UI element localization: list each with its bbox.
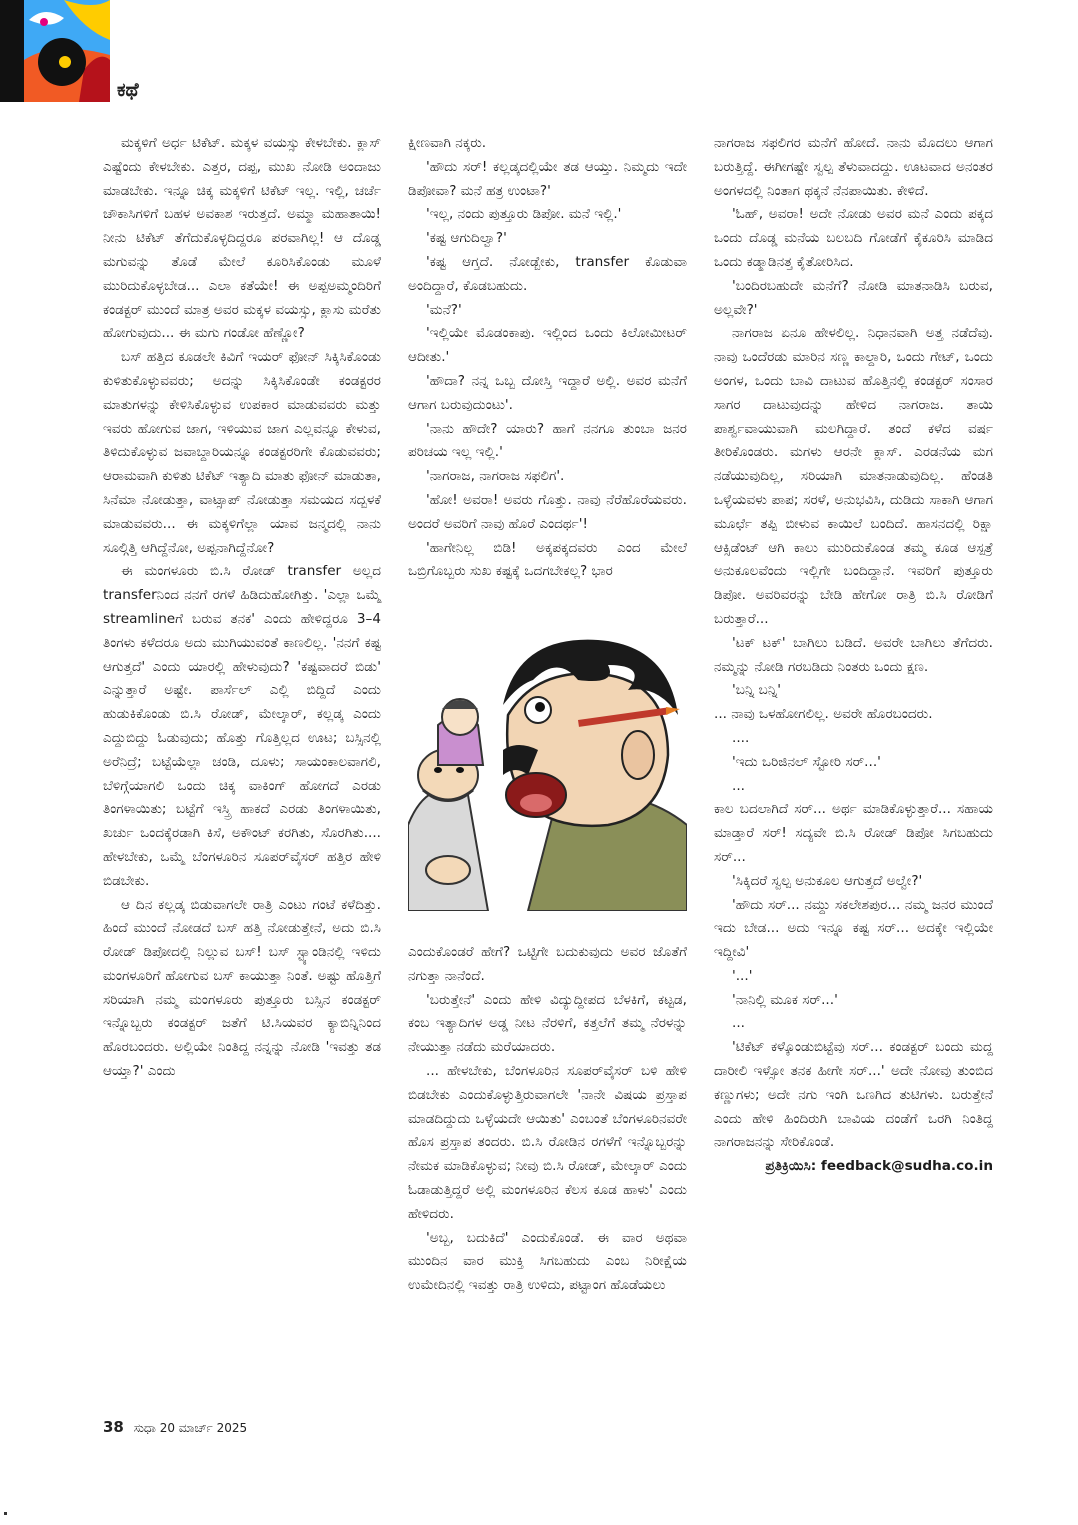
paragraph: 'ಇಲ್ಲ, ನಂದು ಪುತ್ತೂರು ಡಿಪೋ. ಮನೆ ಇಲ್ಲಿ.'	[426, 206, 622, 223]
paragraph: 'ಹೌದು ಸರ್! ಕಲ್ಲಡ್ಕದಲ್ಲಿಯೇ ತಡ ಆಯ್ತು. ನಿಮ್ಮದು ಇದೇ ಡಿಪೋವಾ? ಮನೆ ಹತ್ರ ಉಂಟಾ?'	[408, 158, 687, 199]
story-illustration	[408, 625, 687, 911]
paragraph: 'ಹೋ! ಅವರಾ! ಅವರು ಗೊತ್ತು. ನಾವು ನೆರೆಹೊರೆಯವರು. ಅಂದರೆ ಅವರಿಗೆ ನಾವು ಹೊರೆ ಎಂದರ್ಥ'!	[408, 491, 687, 532]
paragraph: ನಾಗರಾಜ ಏನೂ ಹೇಳಲಿಲ್ಲ. ನಿಧಾನವಾಗಿ ಅತ್ತ ನಡೆದೆವು. ನಾವು ಒಂದೆರಡು ಮಾರಿನ ಸಣ್ಣ ಕಾಲ್ದಾರಿ, ಒಂದು ಗೇಟ್, ಒಂದು ಅಂಗಳ, ಒಂದು ಬಾವಿ ದಾಟುವ ಹೊತ್ತಿನಲ್ಲಿ ಕಂಡಕ್ಟರ್ ಸಂಸಾರ ಸಾಗರ ದಾಟುವುದನ್ನು ಹೇಳಿದ ನಾಗರಾಜ. ತಾಯಿ ಪಾರ್ಶ್ವವಾಯುವಾಗಿ ಮಲಗಿದ್ದಾರೆ. ತಂದೆ ಕಳೆದ ವರ್ಷ ತೀರಿಕೊಂಡರು. ಮಗಳು ಆರನೇ ಕ್ಲಾಸ್. ಎರಡನೆಯ ಮಗ ನಡೆಯುವುದಿಲ್ಲ, ಸರಿಯಾಗಿ ಮಾತನಾಡುವುದಿಲ್ಲ. ಹೆಂಡತಿ ಒಳ್ಳೆಯವಳು ಪಾಪ; ಸರಳೆ, ಅನುಭವಿಸಿ, ದುಡಿದು ಸಾಕಾಗಿ ಆಗಾಗ ಮೂರ್ಛೆ ತಪ್ಪಿ ಬೀಳುವ ಕಾಯಿಲೆ ಬಂದಿದೆ. ಹಾಸನದಲ್ಲಿ ರಿಕ್ಷಾ ಆಕ್ಸಿಡೆಂಟ್ ಆಗಿ ಕಾಲು ಮುರಿದುಕೊಂಡ ತಮ್ಮ ಕೂಡ ಆಸ್ಪತ್ರೆ ಅನುಕೂಲವೆಂದು ಇಲ್ಲಿಗೇ ಬಂದಿದ್ದಾನೆ. ಇವರಿಗೆ ಪುತ್ತೂರು ಡಿಪೋ. ಅವರಿವರನ್ನು ಬೇಡಿ ಹೇಗೋ ರಾತ್ರಿ ಬಿ.ಸಿ ರೋಡಿಗೆ ಬರುತ್ತಾರೆ...	[714, 325, 993, 627]
scan-mark	[4, 1512, 7, 1515]
article-column-1	[103, 132, 381, 1084]
paragraph: ಕ್ಷೀಣವಾಗಿ ನಕ್ಕರು.	[408, 135, 487, 151]
paragraph: 'ಬನ್ನಿ ಬನ್ನಿ'	[732, 682, 781, 699]
article-column-3	[714, 132, 993, 1179]
paragraph: 'ಅಬ್ಬ, ಬದುಕಿದೆ' ಎಂದುಕೊಂಡೆ. ಈ ವಾರ ಅಥವಾ ಮುಂದಿನ ವಾರ ಮುಕ್ತಿ ಸಿಗಬಹುದು ಎಂಬ ನಿರೀಕ್ಷೆಯ ಉಮೇದಿನಲ್ಲಿ ಇವತ್ತು ರಾತ್ರಿ ಉಳಿದು, ಪಟ್ಟಾಂಗ ಹೊಡೆಯಲು	[408, 1229, 687, 1294]
section-label: ಕಥೆ	[117, 79, 139, 101]
paragraph: 'ನಾನಿಲ್ಲಿ ಮೂಕ ಸರ್...'	[732, 991, 838, 1008]
paragraph: ಆ ದಿನ ಕಲ್ಲಡ್ಕ ಬಿಡುವಾಗಲೇ ರಾತ್ರಿ ಎಂಟು ಗಂಟೆ ಕಳೆದಿತ್ತು. ಹಿಂದೆ ಮುಂದೆ ನೋಡದೆ ಬಸ್ ಹತ್ತಿ ನೋಡುತ್ತೇನೆ, ಅದು ಬಿ.ಸಿ ರೋಡ್ ಡಿಪೋದಲ್ಲಿ ನಿಲ್ಲುವ ಬಸ್! ಬಸ್ ಸ್ಟ್ಯಾಂಡಿನಲ್ಲಿ ಇಳಿದು ಮಂಗಳೂರಿಗೆ ಹೋಗುವ ಬಸ್ ಕಾಯುತ್ತಾ ನಿಂತೆ. ಅಷ್ಟು ಹೊತ್ತಿಗೆ ಸರಿಯಾಗಿ ನಮ್ಮ ಮಂಗಳೂರು ಪುತ್ತೂರು ಬಸ್ಸಿನ ಕಂಡಕ್ಟರ್ ಇನ್ನೊಬ್ಬರು ಕಂಡಕ್ಟರ್ ಜತೆಗೆ ಟಿ.ಸಿಯವರ ಕ್ಯಾಬಿನ್ನಿನಿಂದ ಹೊರಬಂದರು. ಅಲ್ಲಿಯೇ ನಿಂತಿದ್ದ ನನ್ನನ್ನು ನೋಡಿ 'ಇವತ್ತು ತಡ ಆಯ್ತಾ?' ಎಂದು	[103, 896, 381, 1080]
paragraph: 'ಓಹ್, ಅವರಾ! ಅದೇ ನೋಡು ಅವರ ಮನೆ ಎಂದು ಪಕ್ಕದ ಒಂದು ದೊಡ್ಡ ಮನೆಯ ಬಲಬದಿ ಗೋಡೆಗೆ ಕೈಕೂರಿಸಿ ಮಾಡಿದ ಒಂದು ಕಡ್ಮಾಡಿನತ್ತ ಕೈತೋರಿಸಿದ.	[714, 206, 993, 270]
paragraph: 'ಹಾಗೇನಿಲ್ಲ ಬಿಡಿ! ಅಕ್ಕಪಕ್ಕದವರು ಎಂದ ಮೇಲೆ ಒಬ್ರಿಗೊಬ್ಬರು ಸುಖ ಕಷ್ಟಕ್ಕೆ ಒದಗಬೇಕಲ್ಲ? ಭಾರ	[408, 539, 687, 580]
paragraph: ....	[732, 729, 750, 746]
paragraph: 'ನಾನು ಹೌದೇ? ಯಾರು? ಹಾಗೆ ನನಗೂ ತುಂಬಾ ಜನರ ಪರಿಚಯ ಇಲ್ಲ ಇಲ್ಲಿ.'	[408, 420, 687, 461]
paragraph: 'ಬರುತ್ತೇನೆ' ಎಂದು ಹೇಳಿ ವಿದ್ಯುದ್ದೀಪದ ಬೆಳಕಿಗೆ, ಕಟ್ಟಡ, ಕಂಬ ಇತ್ಯಾದಿಗಳ ಅಡ್ಡ ನೀಟ ನೆರಳಿಗೆ, ಕತ್ತಲೆಗೆ ತಮ್ಮ ನೆರಳನ್ನು ನೇಯುತ್ತಾ ನಡೆದು ಮರೆಯಾದರು.	[408, 991, 687, 1056]
paragraph: '...'	[732, 967, 753, 984]
paragraph: 'ನಾಗರಾಜ, ನಾಗರಾಜ ಸಫಲಿಗ'.	[426, 468, 565, 485]
paragraph: ಕಾಲ ಬದಲಾಗಿದೆ ಸರ್... ಅರ್ಥ ಮಾಡಿಕೊಳ್ಳುತ್ತಾರೆ... ಸಹಾಯ ಮಾಡ್ತಾರೆ ಸರ್! ಸದ್ಯವೇ ಬಿ.ಸಿ ರೋಡ್ ಡಿಪೋ ಸಿಗಬಹುದು ಸರ್...	[714, 801, 993, 865]
magazine-logo-icon	[24, 0, 110, 102]
article-column-2-continued	[408, 941, 687, 1298]
paragraph: ಬಸ್ ಹತ್ತಿದ ಕೂಡಲೇ ಕಿವಿಗೆ ಇಯರ್ ಫೋನ್ ಸಿಕ್ಕಿಸಿಕೊಂಡು ಕುಳಿತುಕೊಳ್ಳುವವರು; ಅದನ್ನು ಸಿಕ್ಕಿಸಿಕೊಂಡೇ ಕಂಡಕ್ಟರರ ಮಾತುಗಳನ್ನು ಕೇಳಿಸಿಕೊಳ್ಳುವ ಉಪಕಾರ ಮಾಡುವವರು ಮತ್ತು ಇವರು ಹೋಗುವ ಜಾಗ, ಇಳಿಯುವ ಜಾಗ ಎಲ್ಲವನ್ನೂ ಕೇಳುವ, ತಿಳಿದುಕೊಳ್ಳುವ ಜವಾಬ್ದಾರಿಯನ್ನೂ ಕಂಡಕ್ಟರರಿಗೇ ಕೊಡುವವರು; ಆರಾಮವಾಗಿ ಕುಳಿತು ಟಿಕೆಟ್ ಇತ್ಯಾದಿ ಮಾತು ಫೋನ್ ಮಾಡುತಾ, ಸಿನೆಮಾ ನೋಡುತ್ತಾ, ವಾಟ್ಸಾಪ್ ನೋಡುತ್ತಾ ಸಮಯದ ಸದ್ಬಳಕೆ ಮಾಡುವವರು... ಈ ಮಕ್ಕಳಿಗೆಲ್ಲಾ ಯಾವ ಜನ್ಮದಲ್ಲಿ ನಾನು ಸೂಲ್ಗಿತ್ತಿ ಆಗಿದ್ದೆನೋ, ಅಪ್ಪನಾಗಿದ್ದೆನೋ?	[103, 349, 381, 556]
page-number: 38	[103, 1418, 124, 1436]
paragraph: ಮಕ್ಕಳಿಗೆ ಅರ್ಧ ಟಿಕೆಟ್. ಮಕ್ಕಳ ವಯಸ್ಸು ಕೇಳಬೇಕು. ಕ್ಲಾಸ್ ಎಷ್ಟೆಂದು ಕೇಳಬೇಕು. ಎತ್ತರ, ದಪ್ಪ, ಮುಖ ನೋಡಿ ಅಂದಾಜು ಮಾಡಬೇಕು. ಇನ್ನೂ ಚಿಕ್ಕ ಮಕ್ಕಳಿಗೆ ಟಿಕೆಟ್ ಇಲ್ಲ. ಇಲ್ಲಿ, ಚರ್ಚೆ ಚೌಕಾಸಿಗಳಿಗೆ ಬಹಳ ಅವಕಾಶ ಇರುತ್ತದೆ. ಅಮ್ಮಾ ಮಹಾತಾಯಿ! ನೀನು ಟಿಕೆಟ್ ತೆಗೆದುಕೊಳ್ಳದಿದ್ದರೂ ಪರವಾಗಿಲ್ಲ! ಆ ದೊಡ್ಡ ಮಗುವನ್ನು ತೊಡೆ ಮೇಲೆ ಕೂರಿಸಿಕೊಂಡು ಮೂಳೆ ಮುರಿದುಕೊಳ್ಳಬೇಡ... ಎಲಾ ಕತೆಯೇ! ಈ ಅಪ್ಪಅಮ್ಮಂದಿರಿಗೆ ಕಂಡಕ್ಟರ್ ಮುಂದೆ ಮಾತ್ರ ಅವರ ಮಕ್ಕಳ ವಯಸ್ಸು, ಕ್ಲಾಸು ಮರೆತು ಹೋಗುವುದು... ಈ ಮಗು ಗಂಡೋ ಹೆಣ್ಣೋ?	[103, 135, 381, 342]
paragraph: ... ಹೇಳಬೇಕು, ಬೆಂಗಳೂರಿನ ಸೂಪರ್‌ವೈಸರ್ ಬಳಿ ಹೇಳಿ ಬಿಡಬೇಕು ಎಂದುಕೊಳ್ಳುತ್ತಿರುವಾಗಲೇ 'ನಾನೇ ವಿಷಯ ಪ್ರಸ್ತಾಪ ಮಾಡದಿದ್ದುದು ಒಳ್ಳೆಯದೇ ಆಯಿತು' ಎಂಬಂತೆ ಬೆಂಗಳೂರಿನವರೇ ಹೊಸ ಪ್ರಸ್ತಾಪ ತಂದರು. ಬಿ.ಸಿ ರೋಡಿನ ರಗಳೆಗೆ ಇನ್ನೊಬ್ಬರನ್ನು ನೇಮಕ ಮಾಡಿಕೊಳ್ಳುವ; ನೀವು ಬಿ.ಸಿ ರೋಡ್, ಮೇಲ್ಕಾರ್ ಎಂದು ಓಡಾಡುತ್ತಿದ್ದರೆ ಅಲ್ಲಿ ಮಂಗಳೂರಿನ ಕೆಲಸ ಕೂಡ ಹಾಳು' ಎಂದು ಹೇಳಿದರು.	[408, 1062, 687, 1222]
header-black-bar	[0, 0, 24, 102]
feedback-credit: ಪ್ರತಿಕ್ರಿಯಿಸಿ: feedback@sudha.co.in	[765, 1158, 993, 1175]
paragraph: 'ಸಿಕ್ಕಿದರೆ ಸ್ವಲ್ಪ ಅನುಕೂಲ ಆಗುತ್ತದೆ ಅಲ್ವೇ?'	[732, 872, 923, 889]
paragraph: 'ಇಲ್ಲಿಯೇ ಮೊಡಂಕಾಪು. ಇಲ್ಲಿಂದ ಒಂದು ಕಿಲೋಮೀಟರ್ ಆದೀತು.'	[408, 325, 687, 366]
paragraph: 'ಹೌದು ಸರ್... ನಮ್ದು ಸಕಲೇಶಪುರ... ನಮ್ಮ ಜನರ ಮುಂದೆ ಇದು ಬೇಡ... ಅದು ಇನ್ನೂ ಕಷ್ಟ ಸರ್... ಅದಕ್ಕೇ ಇಲ್ಲಿಯೇ ಇದ್ದೀವಿ'	[714, 896, 993, 961]
paragraph: 'ಟಿಕೆಟ್ ಕಳ್ಕೊಂಡುಬಿಟ್ಟೆವು ಸರ್... ಕಂಡಕ್ಟರ್ ಬಂದು ಮದ್ದ ದಾರೀಲಿ ಇಳ್ಸೋ ತನಕ ಹೀಗೇ ಸರ್...' ಅದೇ ನೋವು ತುಂಬಿದ ಕಣ್ಣುಗಳು; ಅದೇ ನಗು ಇಂಗಿ ಒಣಗಿದ ತುಟಿಗಳು. ಬರುತ್ತೇನೆ ಎಂದು ಹೇಳಿ ಹಿಂದಿರುಗಿ ಬಾವಿಯ ದಂಡೆಗೆ ಒರಗಿ ನಿಂತಿದ್ದ ನಾಗರಾಜನನ್ನು ಸೇರಿಕೊಂಡೆ.	[714, 1039, 993, 1151]
paragraph: 'ಕಷ್ಟ ಆಗ್ತದೆ. ನೋಡ್ಬೇಕು, transfer ಕೊಡುವಾ ಅಂದಿದ್ದಾರೆ, ಕೊಡಬಹುದು.	[408, 253, 687, 294]
article-column-2	[408, 132, 687, 584]
paragraph: ...	[732, 777, 745, 794]
page-footer	[103, 1418, 247, 1436]
paragraph: 'ಹೌದಾ? ನನ್ನ ಒಬ್ಬ ದೋಸ್ತಿ ಇದ್ದಾರೆ ಅಲ್ಲಿ. ಅವರ ಮನೆಗೆ ಆಗಾಗ ಬರುವುದುಂಟು'.	[408, 372, 687, 413]
paragraph: 'ಕಷ್ಟ ಆಗುದಿಲ್ವಾ?'	[426, 230, 507, 247]
paragraph: 'ಮನೆ?'	[426, 301, 462, 318]
paragraph: 'ಬಂದಿರಬಹುದೇ ಮನೆಗೆ? ನೋಡಿ ಮಾತನಾಡಿಸಿ ಬರುವ, ಅಲ್ಲವೇ?'	[714, 277, 993, 318]
paragraph: ಎಂದುಕೊಂಡರೆ ಹೇಗೆ? ಒಟ್ಟಿಗೇ ಬದುಕುವುದು ಅವರ ಜೊತೆಗೆ ನಗುತ್ತಾ ನಾನೆಂದೆ.	[408, 944, 687, 984]
paragraph: ... ನಾವು ಒಳಹೋಗಲಿಲ್ಲ. ಅವರೇ ಹೊರಬಂದರು.	[714, 706, 933, 723]
paragraph: ಈ ಮಂಗಳೂರು ಬಿ.ಸಿ ರೋಡ್ transfer ಅಲ್ಲದ transferನಿಂದ ನನಗೆ ರಗಳೆ ಹಿಡಿದುಹೋಗಿತ್ತು. 'ಎಲ್ಲಾ ಒಮ್ಮೆ streamlineಗೆ ಬರುವ ತನಕ' ಎಂದು ಹೇಳಿದ್ದರೂ 3–4 ತಿಂಗಳು ಕಳೆದರೂ ಅದು ಮುಗಿಯುವಂತೆ ಕಾಣಲಿಲ್ಲ. 'ನನಗೆ ಕಷ್ಟ ಆಗುತ್ತದೆ' ಎಂದು ಯಾರಲ್ಲಿ ಹೇಳುವುದು? 'ಕಷ್ಟವಾದರೆ ಬಿಡು' ಎನ್ನುತ್ತಾರೆ ಅಷ್ಟೇ. ಪಾರ್ಸೆಲ್ ಎಲ್ಲಿ ಬಿದ್ದಿದೆ ಎಂದು ಹುಡುಕಿಕೊಂಡು ಬಿ.ಸಿ ರೋಡ್, ಮೇಲ್ಕಾರ್, ಕಲ್ಲಡ್ಕ ಎಂದು ಎದ್ದುಬಿದ್ದು ಓಡುವುದು; ಹೊತ್ತು ಗೊತ್ತಿಲ್ಲದ ಊಟ; ಬಸ್ಸಿನಲ್ಲಿ ಅರೆನಿದ್ರೆ; ಬಟ್ಟೆಯೆಲ್ಲಾ ಚಂಡಿ, ದೂಳು; ಸಾಯಂಕಾಲವಾಗಲಿ, ಬೆಳಿಗ್ಗೆಯಾಗಲಿ ಒಂದು ಚಿಕ್ಕ ವಾಕಿಂಗ್ ಹೋಗದೆ ಎರಡು ತಿಂಗಳಾಯಿತು; ಬಟ್ಟೆಗೆ ಇಸ್ತ್ರಿ ಹಾಕದೆ ಎರಡು ತಿಂಗಳಾಯಿತು, ಖರ್ಚು ಒಂದಕ್ಕೆರಡಾಗಿ ಕಿಸೆ, ಅಕೌಂಟ್ ಕರಗಿತು, ಸೊರಗಿತು.... ಹೇಳಬೇಕು, ಒಮ್ಮೆ ಬೆಂಗಳೂರಿನ ಸೂಪರ್‌ವೈಸರ್ ಹತ್ತಿರ ಹೇಳಿ ಬಿಡಬೇಕು.	[103, 563, 381, 889]
paragraph: 'ಟಕ್ ಟಕ್' ಬಾಗಿಲು ಬಡಿದೆ. ಅವರೇ ಬಾಗಿಲು ತೆಗೆದರು. ನಮ್ಮನ್ನು ನೋಡಿ ಗರಬಡಿದು ನಿಂತರು ಒಂದು ಕ್ಷಣ.	[714, 634, 993, 675]
paragraph: ...	[732, 1015, 745, 1032]
paragraph: 'ಇದು ಒರಿಜಿನಲ್ ಸ್ಟೋರಿ ಸರ್...'	[732, 753, 881, 770]
magazine-name: ಸುಧಾ	[133, 1421, 156, 1435]
issue-date: 20 ಮಾರ್ಚ್ 2025	[159, 1421, 248, 1435]
paragraph: ನಾಗರಾಜ ಸಫಲಿಗರ ಮನೆಗೆ ಹೋದೆ. ನಾನು ಮೊದಲು ಆಗಾಗ ಬರುತ್ತಿದ್ದೆ. ಈಗೀಗಷ್ಟೇ ಸ್ವಲ್ಪ ತೆಳುವಾದದ್ದು. ಊಟವಾದ ಅನಂತರ ಅಂಗಳದಲ್ಲಿ ನಿಂತಾಗ ಥಕ್ಕನೆ ನೆನಪಾಯಿತು. ಕೇಳಿದೆ.	[714, 135, 993, 199]
